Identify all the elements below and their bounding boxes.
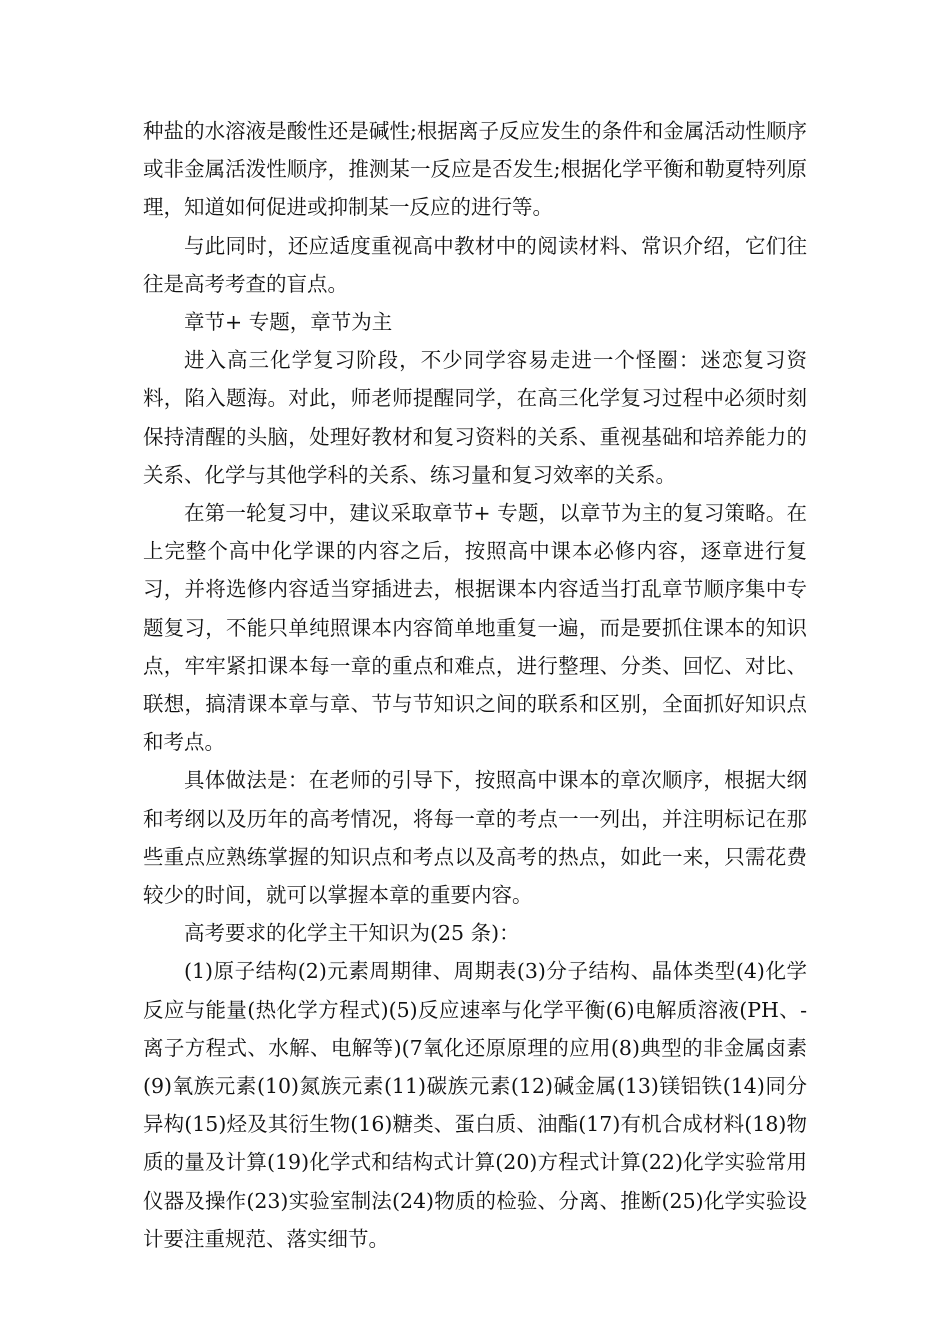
paragraph-requirements-title: 高考要求的化学主干知识为(25 条)： — [184, 921, 520, 946]
paragraph-continued: 种盐的水溶液是酸性还是碱性;根据离子反应发生的条件和金属活动性顺序或非金属活泼性顺序，推测某一反应是否发生;根据化学平衡和勒夏特列原理，知道如何促进或抑制某一反应的进行等。 — [143, 119, 807, 220]
paragraph-first-round: 在第一轮复习中，建议采取章节+ 专题，以章节为主的复习策略。在上完整个高中化学课的内容之后，按照高中课本必修内容，逐章进行复习，并将选修内容适当穿插进去，根据课本内容适当打乱章节顺序集中专题复习，不能只单纯照课本内容简单地重复一遍，而是要抓住课本的知识点，牢牢紧扣课本每一章的重点和难点，进行整理、分类、回忆、对比、联想，搞清课本章与章、节与节知识之间的联系和区别，全面抓好知识点和考点。 — [143, 501, 807, 755]
paragraph-knowledge-list: (1)原子结构(2)元素周期律、周期表(3)分子结构、晶体类型(4)化学反应与能量(热化学方程式)(5)反应速率与化学平衡(6)电解质溶液(PH、-离子方程式、水解、电解等)(7氧化还原原理的应用(8)典型的非金属卤素(9)氧族元素(10)氮族元素(11)碳族元素(12)碱金属(13)镁铝铁(14)同分异构(15)烃及其衍生物(16)糖类、蛋白质、油酯(17)有机合成材料(18)物质的量及计算(19)化学式和结构式计算(20)方程式计算(22)化学实验常用仪器及操作(23)实验室制法(24)物质的检验、分离、推断(25)化学实验设计要注重规范、落实细节。 — [143, 959, 807, 1251]
paragraph-method: 具体做法是：在老师的引导下，按照高中课本的章次顺序，根据大纲和考纲以及历年的高考情况，将每一章的考点一一列出，并注明标记在那些重点应熟练掌握的知识点和考点以及高考的热点，如此一来，只需花费较少的时间，就可以掌握本章的重要内容。 — [143, 768, 807, 908]
paragraph-review-stage: 进入高三化学复习阶段，不少同学容易走进一个怪圈：迷恋复习资料，陷入题海。对此，师老师提醒同学，在高三化学复习过程中必须时刻保持清醒的头脑，处理好教材和复习资料的关系、重视基础和培养能力的关系、化学与其他学科的关系、练习量和复习效率的关系。 — [143, 348, 807, 487]
section-heading: 章节+ 专题，章节为主 — [184, 310, 393, 335]
paragraph-reading-materials: 与此同时，还应适度重视高中教材中的阅读材料、常识介绍，它们往往是高考考查的盲点。 — [143, 233, 807, 296]
document-body — [143, 112, 807, 1258]
